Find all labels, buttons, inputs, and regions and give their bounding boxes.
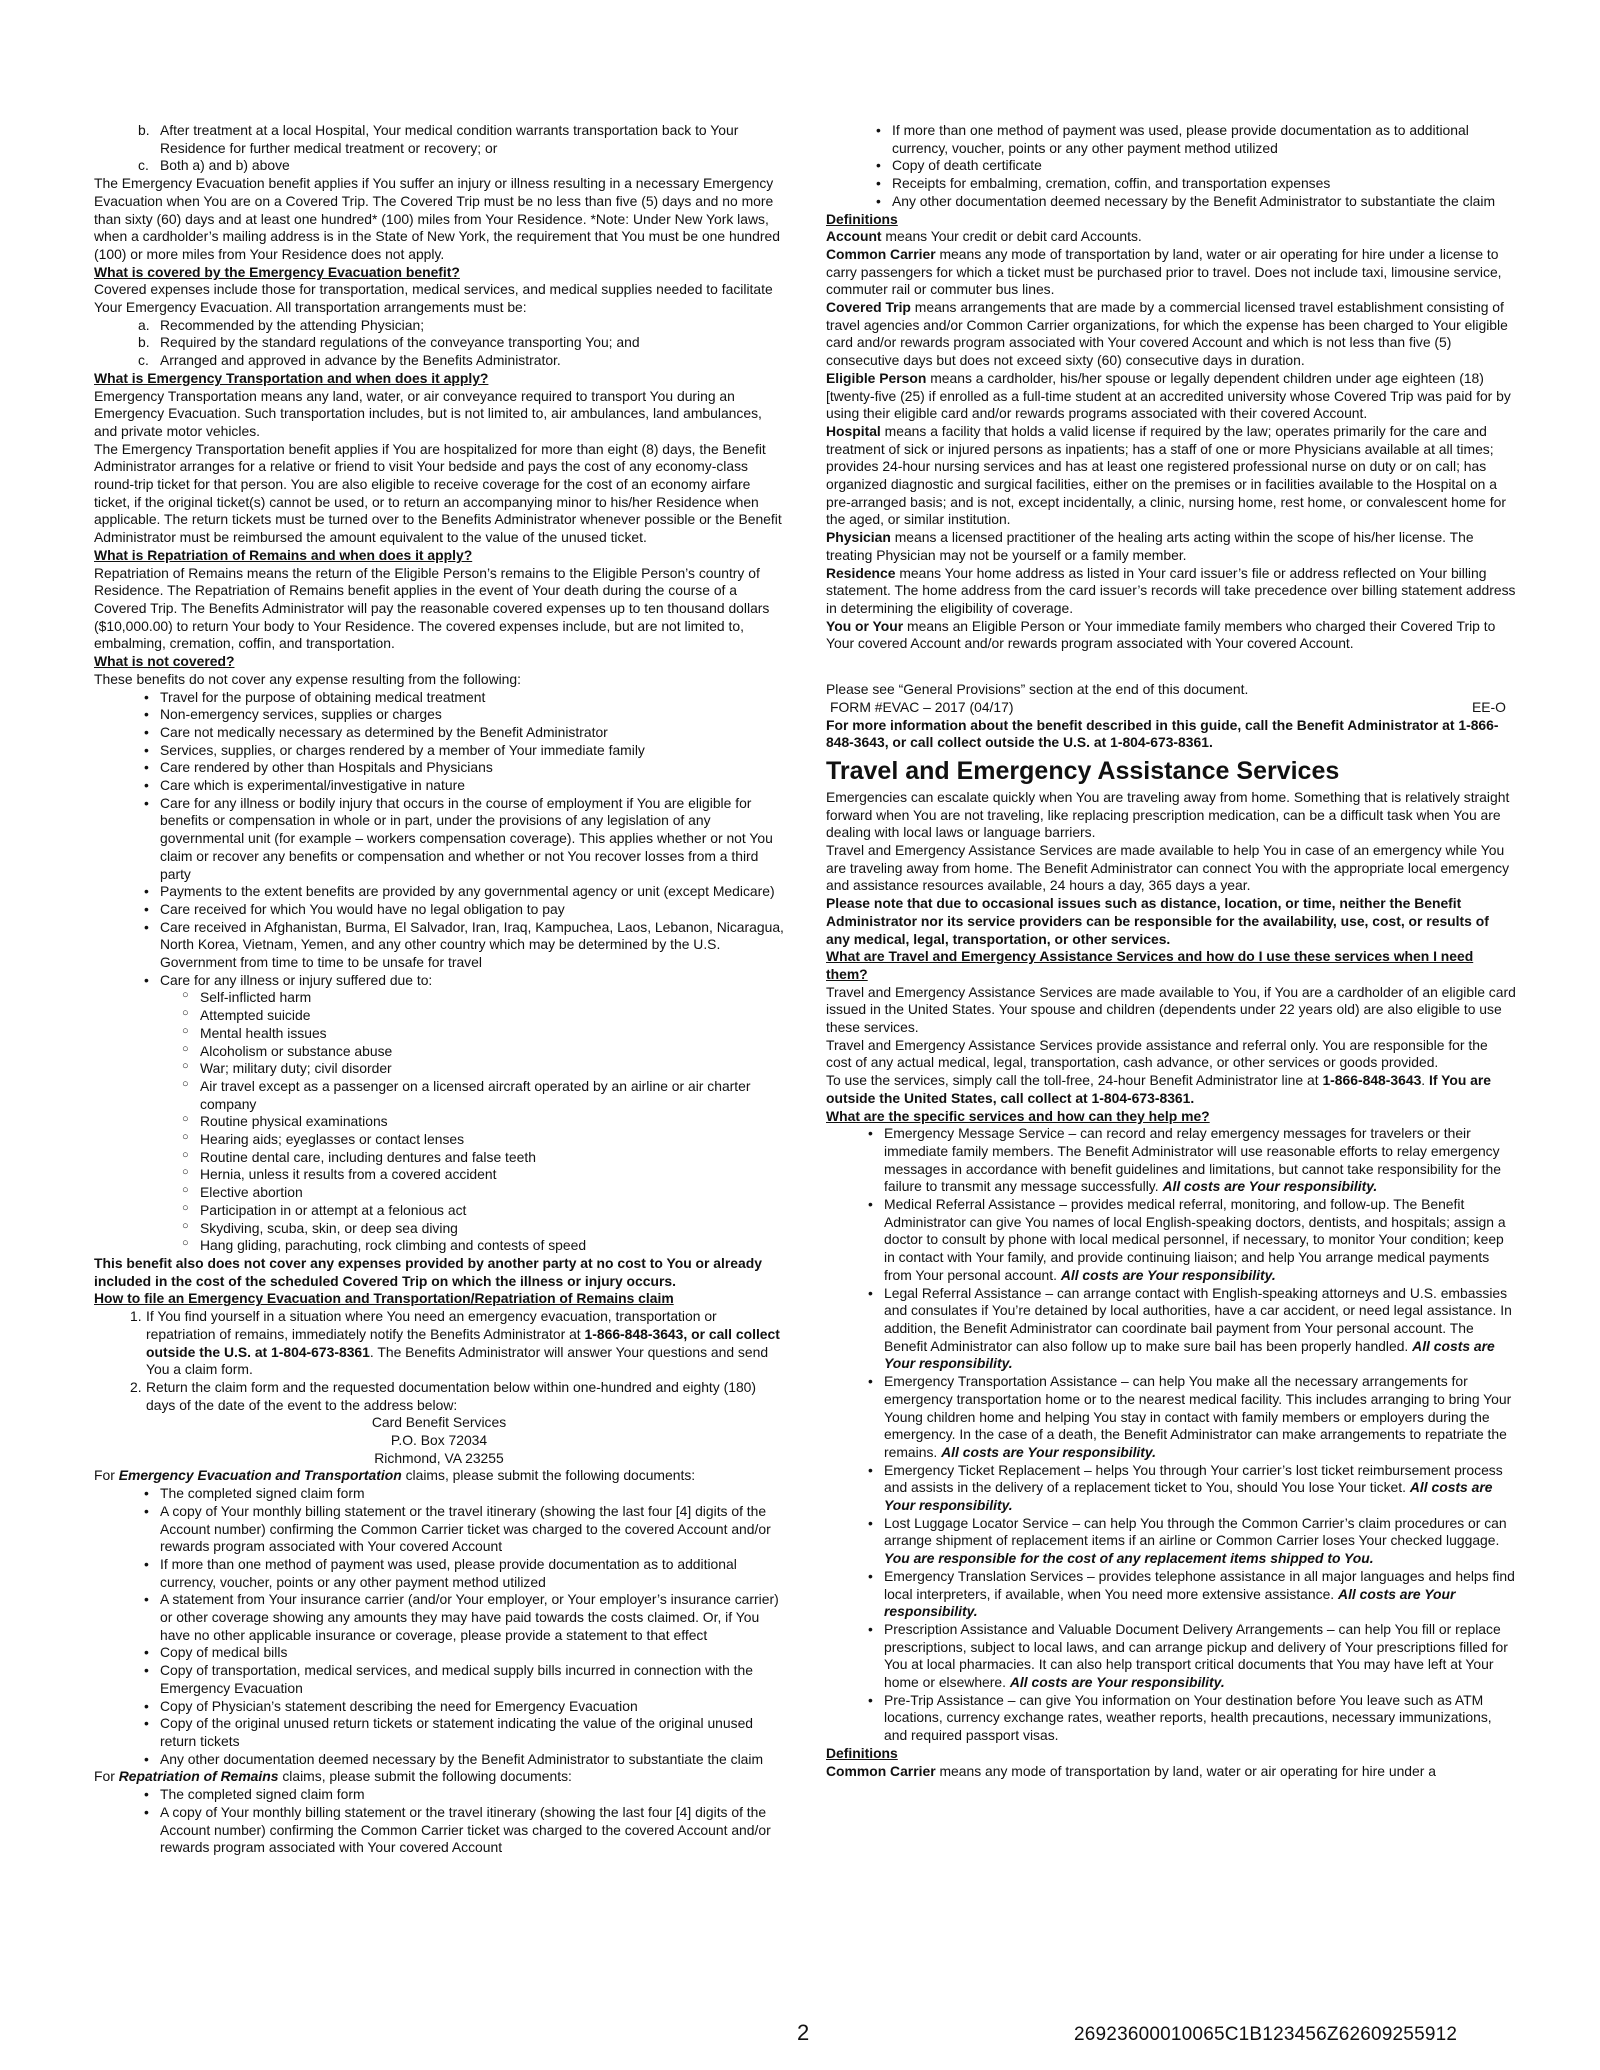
definition-term: Physician <box>826 529 891 546</box>
service-item <box>826 1462 1516 1515</box>
claim-step-2: 2. Return the claim form and the requested documentation below within one-hundred and eighty (180) days of the date of the event to the address below: <box>130 1378 757 1413</box>
what-are-paragraph-2: Travel and Emergency Assistance Services provide assistance and referral only. You are responsible for the cost of any actual medical, legal, transportation, cash advance, or other services or goods provided. <box>826 1036 1488 1071</box>
definition-text: means arrangements that are made by a commercial licensed travel establishment consisting of travel agencies and/or Common Carrier organizations, for which the expense has been charged to Your eligible card and/or rewards program associated with Your covered Account and which is not less than five (5) consecutive days but does not exceed sixty (60) consecutive days in duration. <box>826 299 1508 369</box>
service-text: Prescription Assistance and Valuable Document Delivery Arrangements – can help You fill or replace prescriptions, subject to local laws, and can arrange pickup and delivery of Your prescriptions filled for You at local pharmacies. It can also help transport critical documents that You may have left at Your home or elsewhere. <box>884 1620 1508 1691</box>
intro-list <box>94 122 784 175</box>
due-to-item: ○ Routine dental care, including dentures and false teeth <box>94 1149 784 1167</box>
definition-term: Residence <box>826 564 896 581</box>
heading-covered: What is covered by the Emergency Evacuation benefit? <box>94 263 460 280</box>
transport-paragraph-1: Emergency Transportation means any land, water, or air conveyance required to transport You during an Emergency Evacuation. Such transportation includes, but is not limited to, air ambulances, land ambulances, and private motor vehicles. <box>94 387 762 439</box>
definition-text: means Your home address as listed in Your card issuer’s file or address reflected on Your billing statement. The home address from the card issuer’s records will take precedence over billing statement address in determining the eligibility of coverage. <box>826 564 1516 616</box>
general-provisions-note: Please see “General Provisions” section at the end of this document. <box>826 681 1249 698</box>
due-to-item: ○ Hang gliding, parachuting, rock climbing and contests of speed <box>94 1237 784 1255</box>
covered-list-item <box>94 352 784 370</box>
definition-text: means a facility that holds a valid license if required by the law; operates primarily for the care and treatment of sick or injured persons as inpatients; has a staff of one or more Physicians available at all times; provides 24-hour nursing services and has at least one registered professional nurse on duty or on call; has organized diagnostic and surgical facilities, either on the premises or in facilities available to the Hospital on a pre-arranged basis; and is not, except incidentally, a clinic, nursing home, rest home, or convalescent home for the aged, or similar institution. <box>826 422 1506 528</box>
heading-specific-services: What are the specific services and how can they help me? <box>826 1107 1210 1124</box>
evac-claims-intro: For Emergency Evacuation and Transportation claims, please submit the following documents: <box>94 1467 696 1484</box>
service-text: Emergency Transportation Assistance – can help You make all the necessary arrangements for emergency transportation home or to the nearest medical facility. This includes arranging to bring Your Young children home and helping You stay in contact with family members or employers during the emergency. In the case of a death, the Benefit Administrator can make arrangements to repatriate the remains. <box>884 1373 1512 1460</box>
list-text: Both a) and b) above <box>160 157 290 174</box>
evac-doc-item: • A statement from Your insurance carrier (and/or Your employer, or Your employer’s insurance carrier) or other coverage showing any amounts they may have paid towards the costs claimed. Or, if You have no other applicable insurance or coverage, please provide a statement to that effect <box>94 1591 784 1644</box>
service-emphasis: All costs are Your responsibility. <box>884 1479 1493 1514</box>
evac-doc-item: • Copy of the original unused return tickets or statement indicating the value of the original unused return tickets <box>94 1715 784 1750</box>
claim-steps <box>94 1308 784 1414</box>
service-item <box>826 1125 1516 1196</box>
services-list <box>826 1125 1516 1745</box>
not-covered-list <box>94 689 784 990</box>
repatriation-paragraph: Repatriation of Remains means the return of the Eligible Person’s remains to the Eligible Person’s country of Residence. The Repatriation of Remains benefit applies in the event of Your death during the course of a Covered Trip. The Benefits Administrator will pay the reasonable covered expenses up to ten thousand dollars ($10,000.00) to return Your body to Your Residence. The covered expenses include, but are not limited to, embalming, cremation, coffin, and transportation. <box>94 564 770 652</box>
form-number-line <box>826 699 1516 717</box>
not-covered-item: • Services, supplies, or charges rendered by a member of Your immediate family <box>94 742 784 760</box>
list-text: After treatment at a local Hospital, Your medical condition warrants transportation back to Your Residence for further medical treatment or recovery; or <box>160 122 739 156</box>
evac-doc-item: • Any other documentation deemed necessary by the Benefit Administrator to substantiate the claim <box>94 1751 784 1769</box>
covered-list-item <box>94 334 784 352</box>
list-text: Required by the standard regulations of the conveyance transporting You; and <box>160 334 640 351</box>
evac-doc-item: • Copy of transportation, medical services, and medical supply bills incurred in connection with the Emergency Evacuation <box>94 1662 784 1697</box>
not-covered-item: • Payments to the extent benefits are provided by any governmental agency or unit (except Medicare) <box>94 883 784 901</box>
heading-what-are: What are Travel and Emergency Assistance Services and how do I use these services when I need them? <box>826 948 1474 982</box>
service-text: Medical Referral Assistance – provides medical referral, monitoring, and follow-up. The Benefit Administrator can give You names of local English-speaking doctors, dentists, and hospitals; assign a doctor to consult by phone with local medical personnel, if necessary, to monitor Your condition; keep in contact with Your family, and provide continuing liaison; and help You arrange medical payments from Your personal account. <box>884 1196 1506 1283</box>
due-to-item: ○ War; military duty; civil disorder <box>94 1060 784 1078</box>
due-to-item: ○ Hernia, unless it results from a covered accident <box>94 1166 784 1184</box>
definition-item <box>826 618 1516 653</box>
due-to-list <box>94 989 784 1255</box>
service-text: Emergency Message Service – can record and relay emergency messages for travelers or their immediate family members. The Benefit Administrator will use reasonable efforts to relay emergency messages in accordance with benefit guidelines and limitations, but cannot take responsibility for the failure to transmit any message successfully. <box>884 1125 1501 1195</box>
definition-term: Common Carrier <box>826 245 936 262</box>
evac-doc-item: • The completed signed claim form <box>94 1485 784 1503</box>
not-covered-item: • Non-emergency services, supplies or charges <box>94 706 784 724</box>
not-covered-item: • Care received in Afghanistan, Burma, El Salvador, Iran, Iraq, Kampuchea, Laos, Lebanon, Nicaragua, North Korea, Vietnam, Yemen, and any other country which may be determined by the U.S. Government from time to time to be unsafe for travel <box>94 919 784 972</box>
not-covered-item: • Travel for the purpose of obtaining medical treatment <box>94 689 784 707</box>
exclusion-statement: This benefit also does not cover any expenses provided by another party at no cost to You or already included in the cost of the scheduled Covered Trip on which the illness or injury occurs. <box>94 1255 762 1289</box>
form-code: EE-O <box>1472 698 1506 715</box>
left-column <box>94 122 784 1857</box>
list-marker: c. <box>138 157 149 174</box>
evacuation-paragraph: The Emergency Evacuation benefit applies if You suffer an injury or illness resulting in a necessary Emergency Evacuation when You are on a Covered Trip. The Covered Trip must be no less than five (5) days and no more than sixty (60) days and at least one hundred* (100) miles from Your Residence. *Note: Under New York laws, when a cardholder’s mailing address is in the State of New York, the requirement that You must be one hundred (100) or more miles from Your Residence does not apply. <box>94 175 780 262</box>
address-line: Card Benefit Services <box>371 1414 507 1431</box>
service-item <box>826 1373 1516 1462</box>
definition-text: means any mode of transportation by land, water or air operating for hire under a license to carry passengers for which a ticket must be purchased prior to travel. Does not include taxi, limousine service, commuter rail or commuter bus lines. <box>826 245 1502 298</box>
document-code: 26923600010065C1B123456Z62609255912 <box>1074 2024 1458 2045</box>
more-info: For more information about the benefit described in this guide, call the Benefit Administrator at 1-866-848-3643, or call collect outside the U.S. at 1-804-673-8361. <box>826 716 1499 751</box>
due-to-item: ○ Alcoholism or substance abuse <box>94 1043 784 1061</box>
service-text: Emergency Ticket Replacement – helps You through Your carrier’s lost ticket reimbursement process and assists in the delivery of a replacement ticket to You, should You lose Your ticket. <box>884 1461 1503 1496</box>
not-covered-item: • Care which is experimental/investigative in nature <box>94 777 784 795</box>
claim-step-1: 1. If You find yourself in a situation where You need an emergency evacuation, transportation or repatriation of remains, immediately notify the Benefits Administrator at 1-866-848-3643, or call collect outside the U.S. at 1-804-673-8361. The Benefits Administrator will answer Your questions and send You a claim form. <box>130 1308 780 1378</box>
definition-text: means a cardholder, his/her spouse or legally dependent children under age eighteen (18) [twenty-five (25) if enrolled as a full-time student at an accredited university whose Covered Trip was paid for by using their eligible card and/or rewards programs associated with their covered Account. <box>826 369 1511 422</box>
heading-file-claim: How to file an Emergency Evacuation and Transportation/Repatriation of Remains claim <box>94 1290 674 1307</box>
service-item <box>826 1196 1516 1285</box>
service-item <box>826 1285 1516 1374</box>
intro-list-item <box>94 157 784 175</box>
definition-term: Account <box>826 228 882 245</box>
covered-list <box>94 317 784 370</box>
evac-doc-item: • Copy of Physician’s statement describing the need for Emergency Evacuation <box>94 1698 784 1716</box>
due-to-item: ○ Elective abortion <box>94 1184 784 1202</box>
not-covered-item: • Care not medically necessary as determined by the Benefit Administrator <box>94 724 784 742</box>
list-text: Recommended by the attending Physician; <box>160 316 425 333</box>
not-covered-item: • Care for any illness or injury suffered due to: <box>94 972 784 990</box>
repat-docs-list <box>94 1786 784 1857</box>
intro-paragraph-1: Emergencies can escalate quickly when You are traveling away from home. Something that is relatively straight forward when You are not traveling, like replacing prescription medication, can be a difficult task when You are dealing with local laws or language barriers. <box>826 788 1510 841</box>
due-to-item: ○ Participation in or attempt at a felonious act <box>94 1202 784 1220</box>
service-item <box>826 1515 1516 1568</box>
definition-text: means a licensed practitioner of the healing arts acting within the scope of his/her license. The treating Physician may not be yourself or a family member. <box>826 529 1474 563</box>
call-instructions: To use the services, simply call the toll-free, 24-hour Benefit Administrator line at 1-866-848-3643. If You are outside the United States, call collect at 1-804-673-8361. <box>826 1072 1492 1106</box>
heading-repatriation: What is Repatriation of Remains and when does it apply? <box>94 546 473 563</box>
list-marker: c. <box>138 352 149 369</box>
service-item <box>826 1621 1516 1692</box>
repat-claims-intro: For Repatriation of Remains claims, please submit the following documents: <box>94 1768 572 1785</box>
due-to-item: ○ Attempted suicide <box>94 1007 784 1025</box>
due-to-item: ○ Air travel except as a passenger on a licensed aircraft operated by an airline or air charter company <box>94 1078 784 1113</box>
service-emphasis: All costs are Your responsibility. <box>884 1585 1456 1620</box>
list-marker: b. <box>138 122 150 138</box>
heading-transportation: What is Emergency Transportation and when does it apply? <box>94 369 489 386</box>
service-item <box>826 1692 1516 1745</box>
service-text: Pre-Trip Assistance – can give You information on Your destination before You leave such as ATM locations, currency exchange rates, weather reports, health precautions, necessary immunizations, and required passport visas. <box>884 1691 1492 1744</box>
list-marker: a. <box>138 316 150 333</box>
evac-doc-item: • Copy of medical bills <box>94 1644 784 1662</box>
due-to-item: ○ Mental health issues <box>94 1025 784 1043</box>
intro-paragraph-2: Travel and Emergency Assistance Services are made available to help You in case of an emergency while You are traveling away from home. The Benefit Administrator can connect You with the appropriate local emergency and assistance resources available, 24 hours a day, 365 days a year. <box>826 842 1510 894</box>
repat-doc-item: • Copy of death certificate <box>826 157 1516 175</box>
service-item <box>826 1568 1516 1621</box>
evac-doc-item: • If more than one method of payment was used, please provide documentation as to additional currency, voucher, points or any other payment method utilized <box>94 1556 784 1591</box>
repat-doc-item: • Receipts for embalming, cremation, coffin, and transportation expenses <box>826 175 1516 193</box>
service-emphasis: All costs are Your responsibility. <box>1162 1178 1378 1195</box>
due-to-item: ○ Hearing aids; eyeglasses or contact lenses <box>94 1131 784 1149</box>
not-covered-item: • Care received for which You would have no legal obligation to pay <box>94 901 784 919</box>
repat-doc-item: • The completed signed claim form <box>94 1786 784 1804</box>
definition-item <box>826 246 1516 299</box>
evac-doc-item: • A copy of Your monthly billing statement or the travel itinerary (showing the last four [4] digits of the Account number) confirming the Common Carrier ticket was charged to the covered Account and/or rewards program associated with Your covered Account <box>94 1503 784 1556</box>
service-emphasis: You are responsible for the cost of any replacement items shipped to You. <box>884 1550 1374 1567</box>
definition-text: means Your credit or debit card Accounts. <box>881 228 1142 245</box>
definition-term: You or Your <box>826 617 904 634</box>
repat-docs-continued <box>826 122 1516 211</box>
evac-docs-list <box>94 1485 784 1768</box>
heading-definitions-2: Definitions <box>826 1744 898 1761</box>
definitions-list <box>826 228 1516 653</box>
intro-disclaimer: Please note that due to occasional issues such as distance, location, or time, neither the Benefit Administrator nor its service providers can be responsible for the availability, use, cost, or results of any medical, legal, transportation, or other services. <box>826 895 1489 947</box>
what-are-paragraph-1: Travel and Emergency Assistance Services are made available to You, if You are a cardholder of an eligible card issued in the United States. Your spouse and children (dependents under 22 years old) are also eligible to use these services. <box>826 983 1516 1036</box>
heading-not-covered: What is not covered? <box>94 653 235 670</box>
repat-doc-item: • If more than one method of payment was used, please provide documentation as to additional currency, voucher, points or any other payment method utilized <box>826 122 1516 157</box>
form-number: FORM #EVAC – 2017 (04/17) <box>830 698 1014 715</box>
definition-item <box>826 228 1516 246</box>
due-to-item: ○ Skydiving, scuba, skin, or deep sea diving <box>94 1220 784 1238</box>
list-marker: b. <box>138 334 150 351</box>
definition-item <box>826 299 1516 370</box>
definition-item <box>826 370 1516 423</box>
definition-text: means an Eligible Person or Your immediate family members who charged their Covered Trip to Your covered Account and/or rewards program associated with Your covered Account. <box>826 617 1496 652</box>
transport-paragraph-2: The Emergency Transportation benefit applies if You are hospitalized for more than eight (8) days, the Benefit Administrator arranges for a relative or friend to visit Your bedside and pays the cost of any economy-class round-trip ticket for that person. You are also eligible to receive coverage for the cost of an economy airfare ticket, if the original ticket(s) cannot be used, or to return an accompanying minor to his/her Residence when applicable. The return tickets must be turned over to the Benefits Administrator whenever possible or the Benefit Administrator must be reimbursed the amount equivalent to the value of the unused ticket. <box>94 440 782 546</box>
service-emphasis: All costs are Your responsibility. <box>1060 1266 1276 1283</box>
list-text: Arranged and approved in advance by the Benefits Administrator. <box>160 352 561 369</box>
covered-list-item <box>94 317 784 335</box>
covered-paragraph: Covered expenses include those for transportation, medical services, and medical supplies needed to facilitate Your Emergency Evacuation. All transportation arrangements must be: <box>94 281 773 316</box>
section-title: Travel and Emergency Assistance Services <box>826 756 1340 785</box>
definition-item <box>826 565 1516 618</box>
definition-term: Hospital <box>826 422 881 439</box>
service-text: Emergency Translation Services – provides telephone assistance in all major languages and helps find local interpreters, if available, when You need more extensive assistance. <box>884 1567 1515 1602</box>
address-line: Richmond, VA 23255 <box>374 1449 504 1466</box>
page-number: 2 <box>797 2020 810 2045</box>
not-covered-item: • Care rendered by other than Hospitals and Physicians <box>94 759 784 777</box>
due-to-item: ○ Routine physical examinations <box>94 1113 784 1131</box>
service-emphasis: All costs are Your responsibility. <box>1009 1674 1225 1691</box>
heading-definitions: Definitions <box>826 210 898 227</box>
service-text: Lost Luggage Locator Service – can help You through the Common Carrier’s claim procedures or can arrange shipment of replacement items if an airline or Common Carrier loses Your checked luggage. <box>884 1514 1507 1549</box>
definition-common-carrier: Common Carrier means any mode of transportation by land, water or air operating for hire under a <box>826 1762 1436 1779</box>
definition-item <box>826 423 1516 529</box>
service-emphasis: All costs are Your responsibility. <box>941 1443 1156 1460</box>
repat-doc-item: • A copy of Your monthly billing statement or the travel itinerary (showing the last four [4] digits of the Account number) confirming the Common Carrier ticket was charged to the covered Account and/or rewards program associated with Your covered Account <box>94 1804 784 1857</box>
due-to-item: ○ Self-inflicted harm <box>94 989 784 1007</box>
service-emphasis: All costs are Your responsibility. <box>884 1337 1495 1372</box>
definition-item <box>826 529 1516 564</box>
mailing-address <box>94 1414 784 1467</box>
definition-term: Eligible Person <box>826 369 927 386</box>
right-column <box>826 122 1516 1780</box>
address-line: P.O. Box 72034 <box>390 1432 488 1449</box>
not-covered-paragraph: These benefits do not cover any expense resulting from the following: <box>94 670 521 687</box>
repat-doc-item: • Any other documentation deemed necessary by the Benefit Administrator to substantiate the claim <box>826 193 1516 211</box>
intro-list-item <box>94 122 784 157</box>
service-text: Legal Referral Assistance – can arrange contact with English-speaking attorneys and U.S. embassies and consulates if You’re detained by local authorities, have a car accident, or need legal assistance. In addition, the Benefit Administrator can coordinate bail payment from Your personal account. The Benefit Administrator can also follow up to make sure bail has been properly handled. <box>884 1284 1512 1354</box>
definition-term: Covered Trip <box>826 299 911 316</box>
not-covered-item: • Care for any illness or bodily injury that occurs in the course of employment if You are eligible for benefits or compensation in whole or in part, under the provisions of any legislation of any governmental unit (for example – workers compensation coverage). This applies whether or not You claim or recover any benefits or compensation and whether or not You recover losses from a third party <box>94 795 784 884</box>
